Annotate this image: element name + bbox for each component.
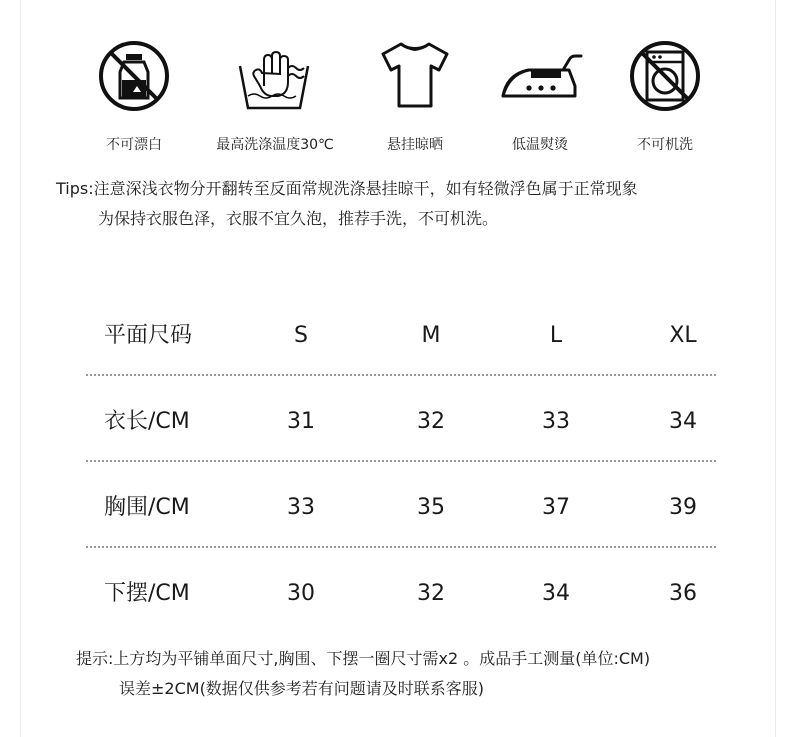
table-cell: 33 (542, 409, 570, 434)
size-header: XL (669, 323, 697, 348)
care-item-hand-wash (200, 30, 350, 160)
size-header: M (421, 323, 441, 348)
dotted-divider (86, 374, 716, 376)
low-iron-icon (495, 36, 585, 116)
table-cell: 33 (287, 495, 315, 520)
care-item-no-bleach (59, 30, 209, 160)
care-label: 悬挂晾晒 (387, 137, 443, 153)
row-label: 衣长/CM (104, 409, 190, 434)
row-label: 胸围/CM (104, 495, 190, 520)
care-item-no-machine-wash (590, 30, 740, 160)
size-header: L (549, 323, 563, 348)
table-row (86, 482, 716, 568)
table-cell: 36 (669, 581, 697, 606)
hand-wash-30-icon (230, 36, 320, 116)
table-cell: 31 (287, 409, 315, 434)
no-machine-wash-icon (625, 36, 705, 116)
size-table (86, 310, 716, 654)
dotted-divider (86, 546, 716, 548)
no-bleach-icon (94, 36, 174, 116)
care-label: 最高洗涤温度30℃ (216, 137, 334, 153)
table-cell: 30 (287, 581, 315, 606)
table-cell: 32 (417, 581, 445, 606)
tips-line-1: Tips:注意深浅衣物分开翻转至反面常规洗涤悬挂晾干，如有轻微浮色属于正常现象 (56, 179, 638, 198)
tips-line-2: 为保持衣服色泽，衣服不宜久泡，推荐手洗，不可机洗。 (98, 209, 499, 228)
table-cell: 32 (417, 409, 445, 434)
care-label: 不可漂白 (106, 137, 162, 153)
table-cell: 35 (417, 495, 445, 520)
table-row (86, 568, 716, 654)
table-header-row (86, 310, 716, 396)
size-header: S (294, 323, 308, 348)
measurement-note (76, 644, 776, 704)
note-line-1: 提示:上方均为平铺单面尺寸,胸围、下摆一圈尺寸需x2 。成品手工测量(单位:CM) (76, 649, 651, 668)
header-label: 平面尺码 (104, 323, 193, 348)
table-cell: 34 (669, 409, 697, 434)
care-label: 不可机洗 (637, 137, 693, 153)
note-line-2: 误差±2CM(数据仅供参考若有问题请及时联系客服) (119, 679, 485, 698)
table-cell: 39 (669, 495, 697, 520)
row-label: 下摆/CM (104, 581, 190, 606)
hang-dry-icon (375, 36, 455, 116)
care-icon-row (0, 30, 800, 160)
table-cell: 37 (542, 495, 570, 520)
table-row (86, 396, 716, 482)
dotted-divider (86, 460, 716, 462)
table-cell: 34 (542, 581, 570, 606)
care-label: 低温熨烫 (512, 137, 568, 153)
care-tips (56, 174, 776, 234)
